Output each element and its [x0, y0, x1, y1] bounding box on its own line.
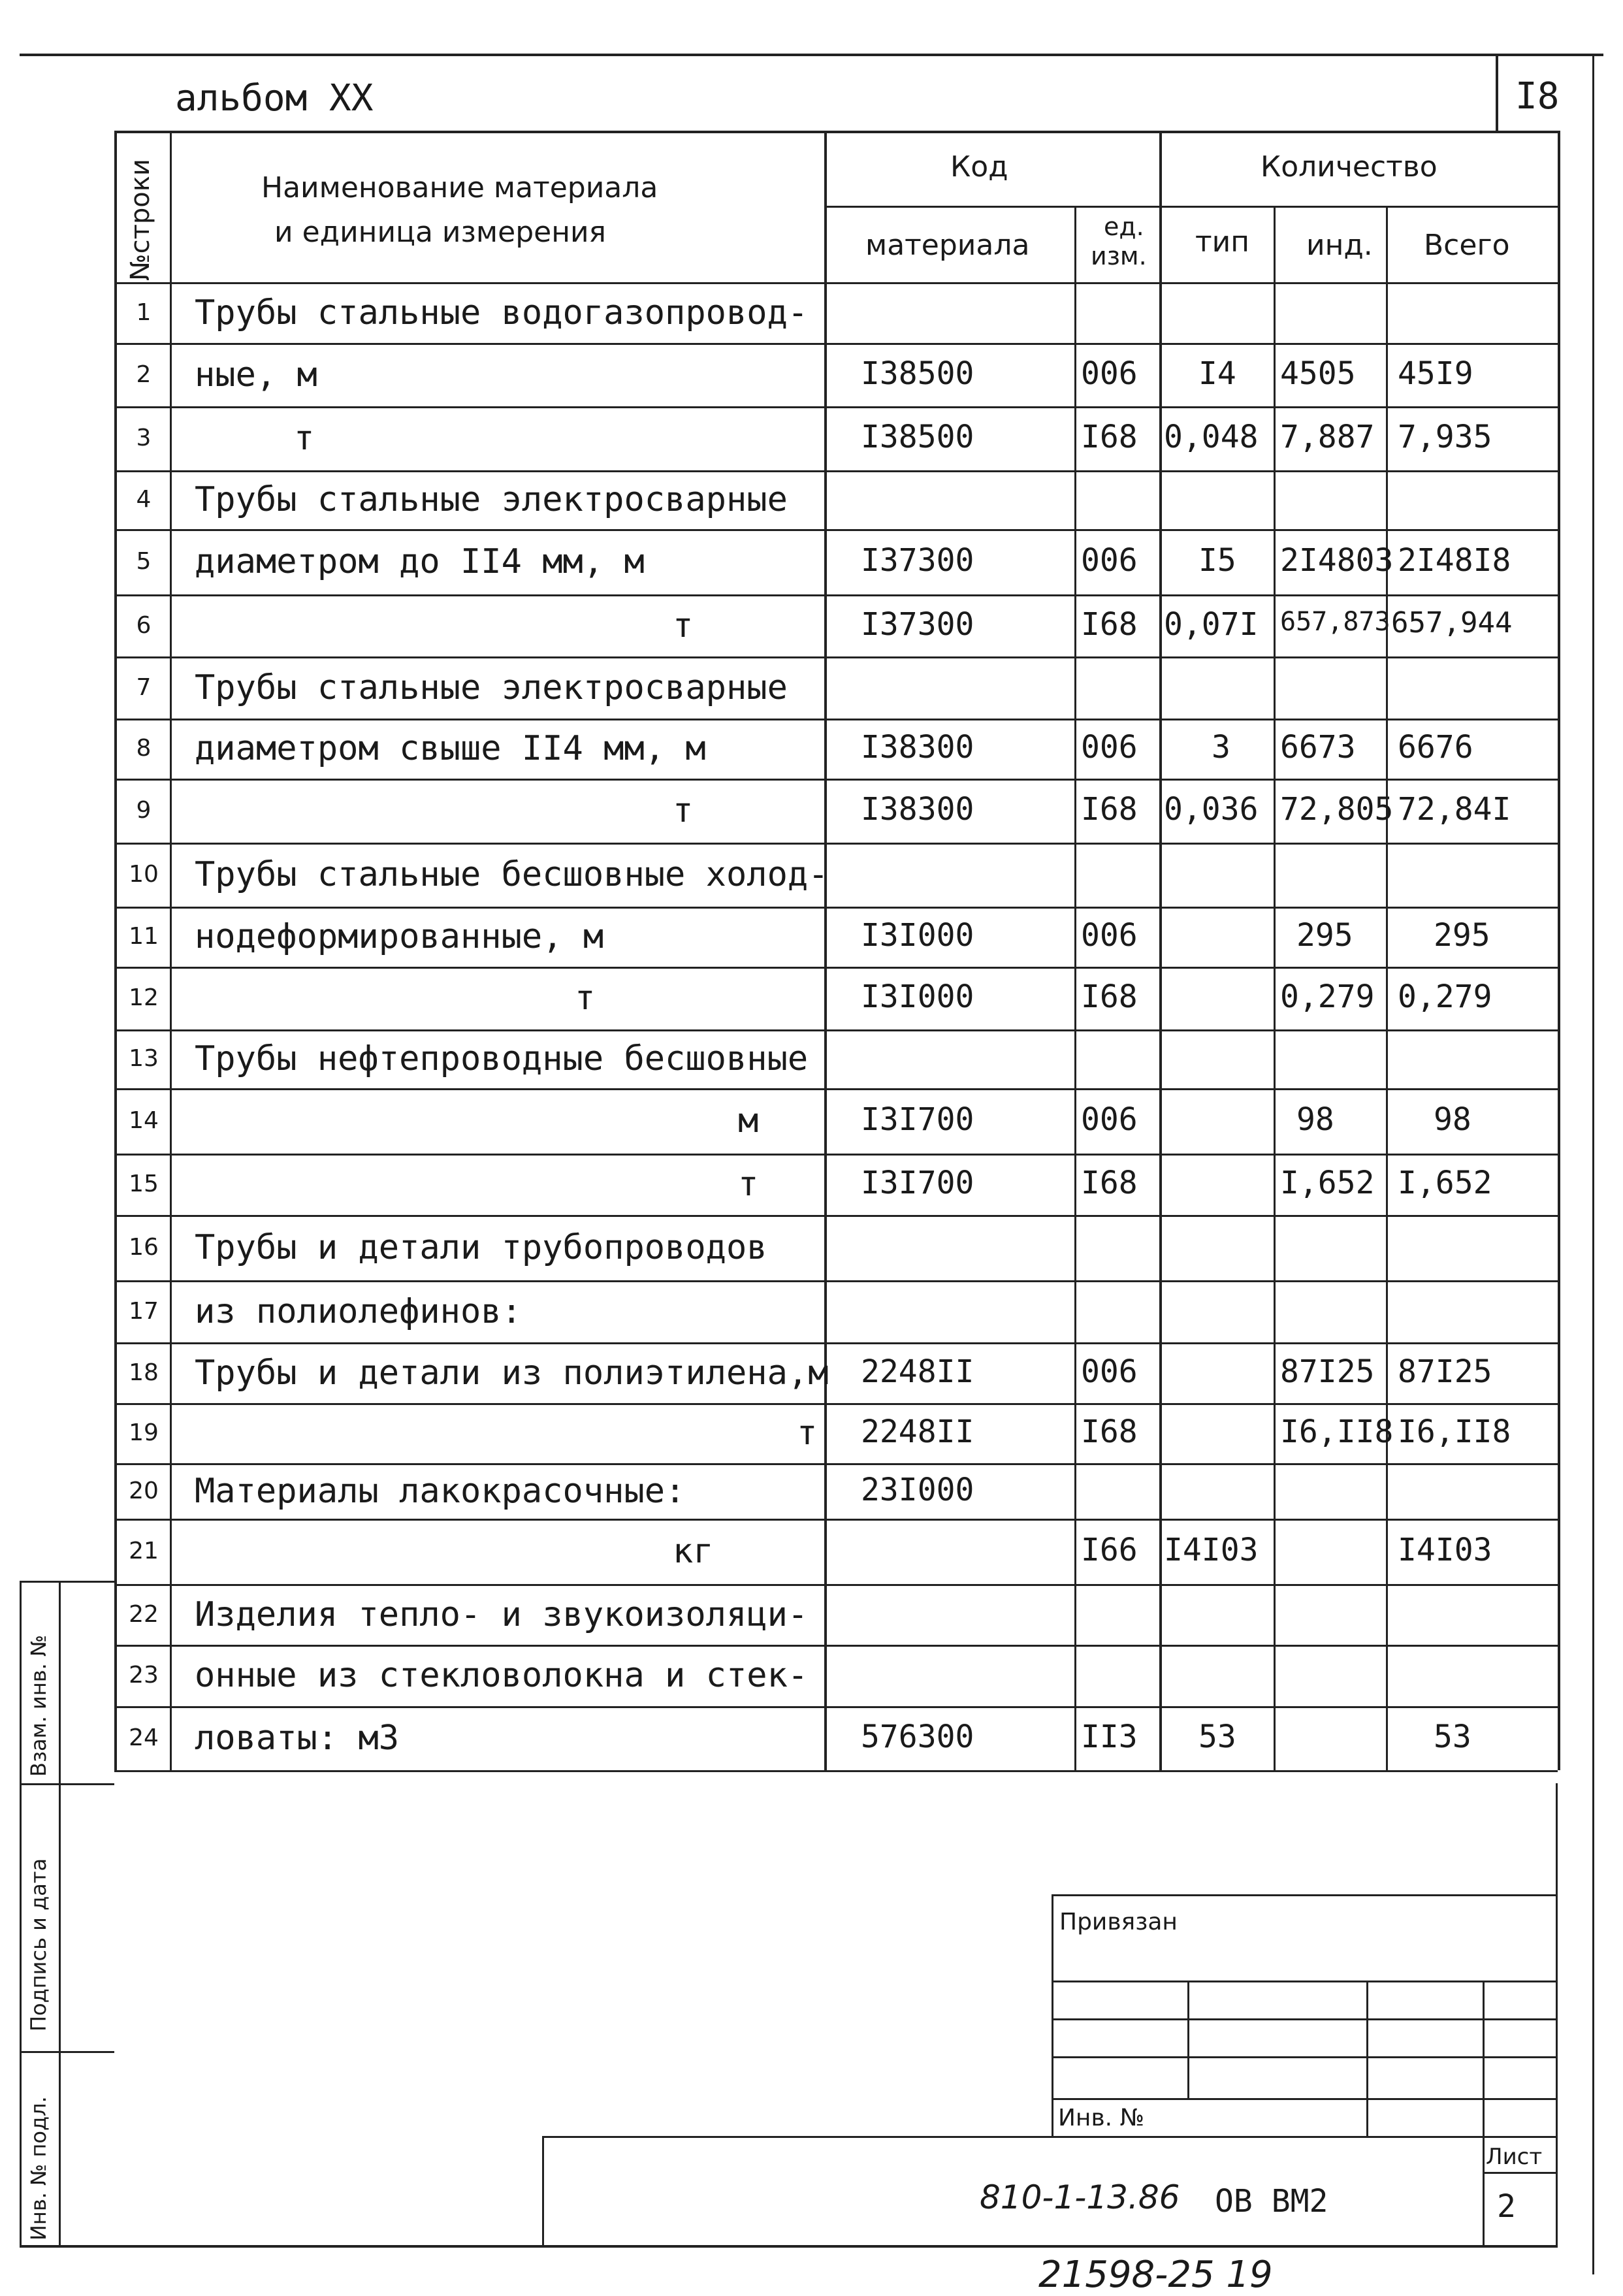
side-frame-inner: [59, 1581, 61, 2247]
unit-code: I66: [1081, 1532, 1138, 1568]
qty-type: 0,048: [1164, 419, 1259, 455]
row-number: 6: [136, 611, 152, 639]
side-frame-sep2: [20, 1783, 114, 1785]
col-line-ind: [1274, 206, 1276, 1770]
col-line-code: [824, 131, 827, 1770]
row-number: 2: [136, 361, 152, 388]
stamp-main-top: [542, 2136, 1558, 2138]
row-number: 7: [136, 673, 152, 701]
page-number: I8: [1515, 75, 1560, 118]
material-name: ные, м: [195, 355, 317, 395]
qty-total: 87I25: [1398, 1353, 1492, 1390]
unit-code: I68: [1081, 606, 1138, 643]
material-name: т: [797, 1414, 818, 1453]
qty-ind: I6,II8: [1280, 1414, 1394, 1450]
row-line-0: [114, 282, 1558, 284]
material-code: I3I000: [861, 917, 974, 954]
row-number: 8: [136, 735, 152, 762]
unit-code: I68: [1081, 1414, 1138, 1450]
row-number: 17: [129, 1297, 159, 1325]
row-line-23: [114, 1706, 1558, 1708]
row-line-12: [114, 1029, 1558, 1031]
material-code: I3I700: [861, 1165, 974, 1201]
row-number: 23: [129, 1662, 159, 1689]
row-line-3: [114, 470, 1558, 472]
qty-ind: 72,805: [1280, 791, 1394, 828]
unit-code: I68: [1081, 978, 1138, 1015]
row-line-7: [114, 719, 1558, 720]
stamp-col-2: [1366, 1981, 1368, 2136]
header-code: Код: [950, 150, 1008, 184]
row-line-8: [114, 779, 1558, 781]
header-row-no: №строки: [125, 159, 155, 281]
material-name: Изделия тепло- и звукоизоляци-: [195, 1594, 809, 1634]
row-line-19: [114, 1463, 1558, 1465]
qty-ind: 0,279: [1280, 978, 1375, 1015]
side-frame-sep3: [20, 2051, 114, 2053]
header-total: Всего: [1424, 229, 1510, 262]
row-number: 19: [129, 1419, 159, 1446]
stamp-main-left: [542, 2136, 544, 2247]
row-number: 4: [136, 486, 152, 513]
material-name: диаметром до II4 мм, м: [195, 542, 645, 581]
row-number: 13: [129, 1045, 159, 1072]
row-line-24: [114, 1770, 1558, 1772]
qty-total: 72,84I: [1398, 791, 1511, 828]
row-line-10: [114, 907, 1558, 909]
row-number: 1: [136, 299, 152, 326]
row-number: 5: [136, 548, 152, 575]
header-material: материала: [865, 229, 1030, 262]
row-number: 10: [129, 861, 159, 888]
unit-code: 006: [1081, 355, 1138, 392]
qty-ind: 98: [1296, 1101, 1334, 1138]
qty-total: 45I9: [1398, 355, 1473, 392]
bottom-frame-line: [20, 2245, 1558, 2248]
row-line-2: [114, 406, 1558, 408]
row-line-17: [114, 1342, 1558, 1344]
stamp-col-1: [1187, 1981, 1189, 2098]
material-name: Трубы стальные электросварные: [195, 668, 788, 707]
unit-code: 006: [1081, 1353, 1138, 1390]
right-border: [1592, 54, 1594, 2274]
row-number: 12: [129, 984, 159, 1011]
row-number: 22: [129, 1600, 159, 1628]
stamp-line-4: [1052, 2098, 1558, 2100]
qty-ind: 657,873: [1280, 606, 1390, 637]
stamp-sheet-number: 2: [1497, 2188, 1516, 2225]
row-line-21: [114, 1584, 1558, 1586]
material-name: Трубы и детали из полиэтилена,м: [195, 1353, 829, 1393]
stamp-line-1: [1052, 1981, 1558, 1982]
row-number: 15: [129, 1171, 159, 1197]
row-number: 11: [129, 923, 159, 950]
material-name: ловаты: м3: [195, 1719, 400, 1758]
qty-ind: 7,887: [1280, 419, 1375, 455]
unit-code: I68: [1081, 791, 1138, 828]
material-code: I3I700: [861, 1101, 974, 1138]
unit-code: 006: [1081, 917, 1138, 954]
material-name: т: [738, 1165, 759, 1204]
row-line-11: [114, 967, 1558, 969]
qty-total: 6676: [1398, 729, 1473, 766]
row-line-14: [114, 1154, 1558, 1156]
stamp-doc-handwritten: 810-1-13.86: [980, 2178, 1180, 2216]
album-title: альбом XX: [175, 77, 374, 120]
label-inv-zam: Взам. инв. №: [26, 1634, 51, 1777]
material-code: 2248II: [861, 1353, 974, 1390]
material-code: 576300: [861, 1719, 974, 1755]
side-frame-left: [20, 1581, 22, 2247]
header-quantity: Количество: [1261, 150, 1438, 184]
qty-total: 0,279: [1398, 978, 1492, 1015]
label-inv-podl: Инв. № подл.: [26, 2096, 51, 2240]
row-number: 16: [129, 1234, 159, 1261]
table-left-border: [114, 131, 117, 1770]
row-line-6: [114, 656, 1558, 658]
material-name: онные из стекловолокна и стек-: [195, 1656, 809, 1695]
row-number: 3: [136, 425, 152, 451]
row-line-15: [114, 1215, 1558, 1217]
material-name: нодеформированные, м: [195, 917, 604, 956]
row-line-13: [114, 1088, 1558, 1090]
material-name: кг: [673, 1532, 714, 1571]
row-number: 18: [129, 1359, 159, 1386]
stamp-doc-typed: ОВ ВМ2: [1215, 2183, 1328, 2220]
qty-total: I4I03: [1398, 1532, 1492, 1568]
material-code: 2248II: [861, 1414, 974, 1450]
row-number: 14: [129, 1107, 159, 1134]
qty-ind: 2I4803: [1280, 542, 1394, 579]
row-line-9: [114, 843, 1558, 845]
qty-total: 98: [1434, 1101, 1471, 1138]
material-name: Трубы стальные электросварные: [195, 480, 788, 519]
qty-total: 295: [1434, 917, 1490, 954]
material-name: т: [673, 791, 694, 830]
material-name: из полиолефинов:: [195, 1291, 522, 1331]
material-code: I38300: [861, 729, 974, 766]
qty-type: 3: [1212, 729, 1230, 766]
qty-total: 53: [1434, 1719, 1471, 1755]
stamp-sheet-sep: [1483, 2172, 1558, 2174]
material-name: Трубы стальные бесшовные холод-: [195, 855, 829, 894]
qty-type: I4I03: [1164, 1532, 1259, 1568]
material-name: диаметром свыше II4 мм, м: [195, 729, 706, 768]
header-name-line1: Наименование материала: [261, 171, 658, 204]
qty-ind: 4505: [1280, 355, 1356, 392]
stamp-line-3: [1052, 2056, 1558, 2058]
material-name: Материалы лакокрасочные:: [195, 1471, 686, 1511]
material-name: м: [738, 1101, 759, 1140]
col-line-type: [1159, 131, 1162, 1770]
stamp-sheet-label: Лист: [1486, 2144, 1543, 2170]
header-unit-2: изм.: [1091, 242, 1147, 270]
qty-type: 53: [1198, 1719, 1236, 1755]
qty-total: I,652: [1398, 1165, 1492, 1201]
material-code: I38500: [861, 355, 974, 392]
stamp-inv-no: Инв. №: [1058, 2105, 1145, 2131]
qty-type: I4: [1198, 355, 1236, 392]
row-line-20: [114, 1519, 1558, 1521]
row-line-16: [114, 1280, 1558, 1282]
unit-code: 006: [1081, 729, 1138, 766]
row-number: 24: [129, 1724, 159, 1751]
table-right-border: [1558, 131, 1560, 1770]
row-line-18: [114, 1403, 1558, 1405]
row-line-22: [114, 1645, 1558, 1647]
side-frame-sep1: [20, 1581, 114, 1583]
unit-code: II3: [1081, 1719, 1138, 1755]
qty-ind: 6673: [1280, 729, 1356, 766]
qty-type: 0,07I: [1164, 606, 1259, 643]
material-code: I38500: [861, 419, 974, 455]
material-name: т: [575, 978, 596, 1018]
stamp-privyazan: Привязан: [1059, 1909, 1178, 1935]
material-code: I38300: [861, 791, 974, 828]
stamp-col-3: [1483, 1981, 1485, 2247]
qty-total: 2I48I8: [1398, 542, 1511, 579]
page-number-box-left: [1496, 54, 1498, 131]
material-name: т: [673, 606, 694, 645]
row-number: 20: [129, 1477, 159, 1504]
material-code: I37300: [861, 606, 974, 643]
unit-code: 006: [1081, 542, 1138, 579]
col-line-unit: [1074, 206, 1076, 1770]
row-number: 9: [136, 797, 152, 824]
unit-code: I68: [1081, 1165, 1138, 1201]
qty-type: I5: [1198, 542, 1236, 579]
material-name: т: [294, 419, 315, 458]
row-number: 21: [129, 1538, 159, 1564]
row-line-5: [114, 594, 1558, 596]
material-code: I3I000: [861, 978, 974, 1015]
unit-code: I68: [1081, 419, 1138, 455]
header-ind: инд.: [1306, 229, 1373, 262]
qty-ind: 87I25: [1280, 1353, 1375, 1390]
material-code: I37300: [861, 542, 974, 579]
header-type: тип: [1195, 225, 1249, 259]
qty-ind: I,652: [1280, 1165, 1375, 1201]
header-unit-1: ед.: [1104, 212, 1144, 241]
qty-total: I6,II8: [1398, 1414, 1511, 1450]
qty-total: 7,935: [1398, 419, 1492, 455]
top-border: [20, 54, 1603, 56]
table-top-border: [114, 131, 1558, 133]
header-mid-line: [824, 206, 1558, 208]
qty-ind: 295: [1296, 917, 1353, 954]
material-name: Трубы и детали трубопроводов: [195, 1228, 767, 1267]
row-line-4: [114, 529, 1558, 531]
bottom-handwritten-number: 21598-25 19: [1038, 2254, 1273, 2296]
qty-total: 657,944: [1391, 606, 1513, 639]
col-line-total: [1386, 206, 1388, 1770]
label-sign-date: Подпись и дата: [26, 1858, 51, 2031]
row-line-1: [114, 343, 1558, 345]
material-name: Трубы стальные водогазопровод-: [195, 293, 809, 332]
qty-type: 0,036: [1164, 791, 1259, 828]
header-name-line2: и единица измерения: [274, 216, 607, 249]
col-line-name: [170, 131, 172, 1770]
bottom-frame-right: [1556, 1783, 1558, 2247]
unit-code: 006: [1081, 1101, 1138, 1138]
stamp-top: [1052, 1894, 1558, 1896]
material-code: 23I000: [861, 1471, 974, 1508]
stamp-line-2: [1052, 2018, 1558, 2020]
material-name: Трубы нефтепроводные бесшовные: [195, 1039, 809, 1078]
